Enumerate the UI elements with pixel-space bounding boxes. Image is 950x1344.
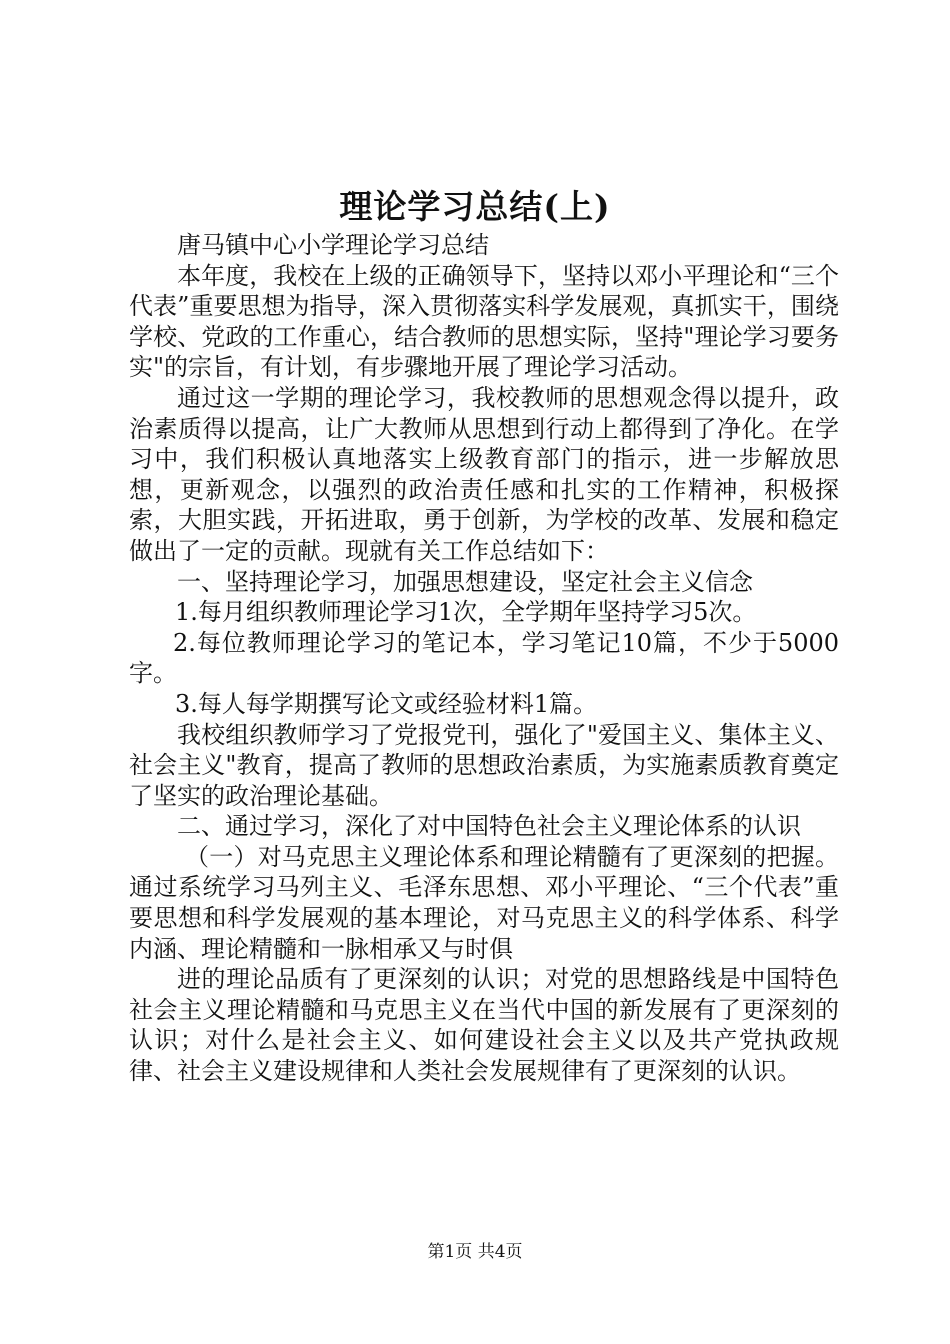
paragraph: 我校组织教师学习了党报党刊，强化了"爱国主义、集体主义、社会主义"教育，提高了教师的思想政治素质，为实施素质教育奠定了坚实的政治理论基础。 bbox=[129, 720, 839, 810]
list-item: 2.每位教师理论学习的笔记本，学习笔记10篇，不少于5000字。 bbox=[129, 628, 839, 688]
document-title: 理论学习总结(上) bbox=[339, 187, 611, 226]
section-heading: 二、通过学习，深化了对中国特色社会主义理论体系的认识 bbox=[177, 812, 801, 841]
document-body bbox=[129, 230, 839, 1087]
paragraph: （一）对马克思主义理论体系和理论精髓有了更深刻的把握。通过系统学习马列主义、毛泽东思想、邓小平理论、“三个代表”重要思想和科学发展观的基本理论，对马克思主义的科学体系、科学内涵、理论精髓和一脉相承又与时俱 bbox=[129, 842, 839, 963]
paragraph: 通过这一学期的理论学习，我校教师的思想观念得以提升，政治素质得以提高，让广大教师从思想到行动上都得到了净化。在学习中，我们积极认真地落实上级教育部门的指示，进一步解放思想，更新观念，以强烈的政治责任感和扎实的工作精神，积极探索，大胆实践，开拓进取，勇于创新，为学校的改革、发展和稳定做出了一定的贡献。现就有关工作总结如下： bbox=[129, 383, 839, 565]
paragraph: 本年度，我校在上级的正确领导下，坚持以邓小平理论和“三个代表”重要思想为指导，深入贯彻落实科学发展观，真抓实干，围绕学校、党政的工作重心，结合教师的思想实际，坚持"理论学习要务实"的宗旨，有计划，有步骤地开展了理论学习活动。 bbox=[129, 261, 839, 382]
section-heading: 一、坚持理论学习，加强思想建设，坚定社会主义信念 bbox=[177, 567, 753, 596]
page-footer: 第1页 共4页 bbox=[427, 1242, 523, 1262]
list-item: 3.每人每学期撰写论文或经验材料1篇。 bbox=[175, 689, 598, 718]
paragraph: 进的理论品质有了更深刻的认识；对党的思想路线是中国特色社会主义理论精髓和马克思主义在当代中国的新发展有了更深刻的认识；对什么是社会主义、如何建设社会主义以及共产党执政规律、社会主义建设规律和人类社会发展规律有了更深刻的认识。 bbox=[129, 965, 839, 1086]
list-item: 1.每月组织教师理论学习1次，全学期年坚持学习5次。 bbox=[175, 598, 757, 627]
paragraph-subtitle: 唐马镇中心小学理论学习总结 bbox=[177, 231, 489, 259]
